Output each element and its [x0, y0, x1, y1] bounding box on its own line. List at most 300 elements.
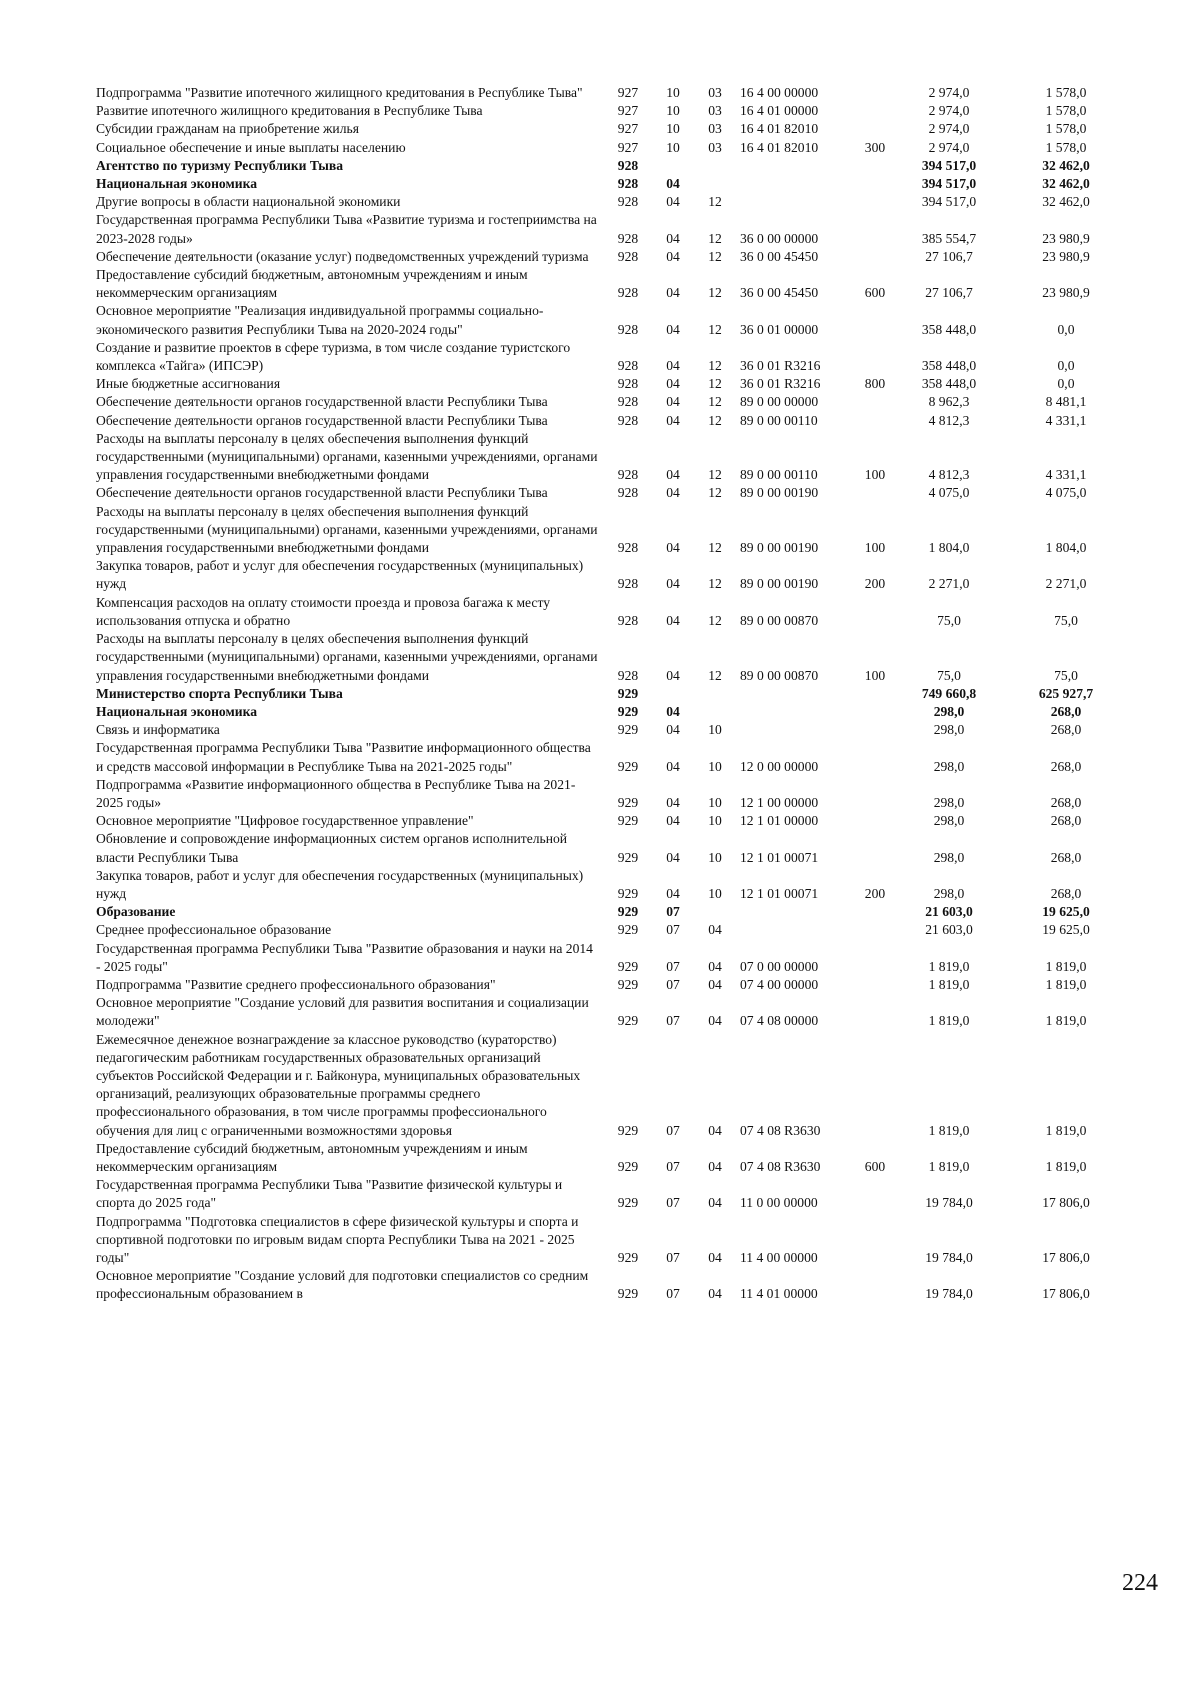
row-amount-year-2: 268,0 [1050, 849, 1082, 865]
row-amount-year-2: 1 819,0 [1045, 976, 1087, 992]
row-target-article: 89 0 00 00190 [740, 540, 819, 556]
row-expense-type: 200 [864, 885, 886, 901]
row-subsection-code: 03 [708, 103, 722, 119]
row-target-article: 12 1 01 00000 [740, 813, 819, 829]
row-target-article [736, 903, 848, 921]
row-name: Ежемесячное денежное вознаграждение за классное руководство (кураторство) педагогическим работникам государственных образовательных организаций субъектов Российской Федерации и г. Байконура, муниципальных образовательных организаций, реализующих образовательные программы среднего профессионального образования, в том числе программы профессионального обучения для лиц с ограниченными возможностями здоровья [96, 1031, 581, 1138]
row-ministry-code: 929 [617, 794, 639, 810]
row-name: Предоставление субсидий бюджетным, автономным учреждениям и иным некоммерческим организациям [96, 267, 528, 301]
table-row [96, 248, 1136, 266]
row-name: Подпрограмма «Развитие информационного общества в Республике Тыва на 2021-2025 годы» [96, 776, 576, 810]
row-subsection-code [694, 175, 736, 193]
row-subsection-code: 12 [708, 285, 722, 301]
row-section-code: 07 [666, 904, 680, 920]
row-target-article: 07 4 08 R3630 [740, 1158, 821, 1174]
table-row [96, 430, 1136, 485]
row-expense-type [848, 812, 902, 830]
row-ministry-code: 929 [617, 958, 639, 974]
row-amount-year-2: 1 578,0 [1045, 85, 1087, 100]
row-section-code: 04 [666, 849, 680, 865]
row-ministry-code: 928 [617, 394, 639, 410]
row-target-article: 16 4 01 82010 [740, 121, 819, 137]
row-target-article: 12 1 01 00071 [740, 849, 819, 865]
row-section-code: 04 [666, 412, 680, 428]
row-target-article [736, 175, 848, 193]
row-ministry-code: 928 [617, 176, 639, 192]
row-expense-type: 200 [864, 576, 886, 592]
row-amount-year-2: 17 806,0 [1042, 1286, 1090, 1302]
row-amount-year-1: 2 974,0 [928, 85, 970, 100]
table-row [96, 339, 1136, 375]
row-amount-year-1: 19 784,0 [925, 1250, 973, 1265]
table-row [96, 685, 1136, 703]
row-amount-year-1: 298,0 [933, 794, 965, 810]
table-row [96, 302, 1136, 338]
row-subsection-code: 10 [708, 813, 722, 829]
table-row [96, 175, 1136, 193]
row-ministry-code: 929 [617, 813, 639, 829]
row-amount-year-1: 2 271,0 [928, 576, 970, 592]
table-row [96, 139, 1136, 157]
row-expense-type [848, 1031, 902, 1140]
row-target-article [736, 703, 848, 721]
row-subsection-code: 04 [708, 1286, 722, 1302]
row-target-article: 89 0 00 00870 [740, 667, 819, 683]
row-name: Обеспечение деятельности органов государственной власти Республики Тыва [96, 394, 548, 410]
page-number: 224 [1122, 1570, 1158, 1596]
row-ministry-code: 928 [617, 230, 639, 246]
row-section-code [652, 685, 694, 703]
row-ministry-code: 929 [617, 685, 639, 701]
row-name: Расходы на выплаты персоналу в целях обеспечения выполнения функций государственными (муниципальными) органами, казенными учреждениями, органами управления государственными внебюджетными фондами [96, 430, 598, 483]
table-row [96, 266, 1136, 302]
budget-table-body [96, 84, 1136, 1304]
row-amount-year-2: 23 980,9 [1042, 230, 1090, 246]
row-amount-year-2: 1 819,0 [1045, 958, 1087, 974]
row-target-article: 16 4 00 00000 [740, 85, 819, 100]
row-section-code: 04 [666, 703, 680, 719]
table-row [96, 157, 1136, 175]
row-expense-type: 100 [864, 667, 886, 683]
row-subsection-code: 12 [708, 394, 722, 410]
row-ministry-code: 928 [617, 157, 639, 173]
row-target-article: 89 0 00 00000 [740, 394, 819, 410]
row-target-article: 89 0 00 00190 [740, 576, 819, 592]
row-target-article [736, 721, 848, 739]
row-subsection-code [694, 157, 736, 175]
row-amount-year-1: 1 819,0 [928, 1013, 970, 1029]
row-target-article: 16 4 01 00000 [740, 103, 819, 119]
row-section-code: 04 [666, 612, 680, 628]
row-amount-year-1: 385 554,7 [921, 230, 977, 246]
row-subsection-code: 04 [708, 922, 722, 938]
row-subsection-code: 12 [708, 540, 722, 556]
row-amount-year-1: 21 603,0 [925, 922, 973, 938]
row-section-code: 04 [666, 230, 680, 246]
row-name: Основное мероприятие "Создание условий для развития воспитания и социализации молодежи" [96, 995, 589, 1029]
row-amount-year-1: 358 448,0 [921, 321, 977, 337]
row-expense-type [848, 302, 902, 338]
row-expense-type: 300 [864, 139, 886, 155]
row-name: Подпрограмма "Развитие ипотечного жилищного кредитования в Республике Тыва" [96, 85, 583, 100]
row-amount-year-1: 1 819,0 [928, 1122, 970, 1138]
row-amount-year-2: 1 578,0 [1045, 103, 1087, 119]
row-section-code: 04 [666, 885, 680, 901]
table-row [96, 830, 1136, 866]
table-row [96, 921, 1136, 939]
row-expense-type [848, 84, 902, 102]
row-subsection-code: 04 [708, 976, 722, 992]
row-amount-year-2: 75,0 [1054, 612, 1078, 628]
row-subsection-code: 04 [708, 1122, 722, 1138]
row-name: Предоставление субсидий бюджетным, автономным учреждениям и иным некоммерческим организациям [96, 1140, 528, 1174]
row-name: Обеспечение деятельности органов государственной власти Республики Тыва [96, 412, 548, 428]
row-expense-type [848, 776, 902, 812]
row-amount-year-1: 358 448,0 [921, 376, 977, 392]
row-ministry-code: 928 [617, 358, 639, 374]
row-amount-year-1: 1 804,0 [928, 540, 970, 556]
row-amount-year-1: 394 517,0 [921, 176, 977, 192]
row-ministry-code: 929 [617, 922, 639, 938]
row-section-code: 04 [666, 667, 680, 683]
row-amount-year-2: 1 804,0 [1045, 540, 1087, 556]
row-ministry-code: 928 [617, 576, 639, 592]
row-subsection-code: 12 [708, 667, 722, 683]
row-expense-type [848, 1213, 902, 1268]
row-target-article: 12 1 01 00071 [740, 885, 819, 901]
row-expense-type [848, 940, 902, 976]
row-amount-year-1: 27 106,7 [925, 285, 973, 301]
row-subsection-code: 12 [708, 376, 722, 392]
row-amount-year-2: 0,0 [1057, 321, 1075, 337]
row-amount-year-1: 298,0 [933, 813, 965, 829]
row-name: Закупка товаров, работ и услуг для обеспечения государственных (муниципальных) нужд [96, 558, 584, 592]
row-target-article: 11 0 00 00000 [740, 1195, 818, 1211]
row-name: Национальная экономика [96, 176, 257, 192]
row-section-code [652, 157, 694, 175]
row-ministry-code: 928 [617, 194, 639, 210]
row-target-article: 11 4 00 00000 [740, 1250, 818, 1265]
row-expense-type [848, 1267, 902, 1303]
row-ministry-code: 929 [617, 758, 639, 774]
table-row [96, 193, 1136, 211]
row-subsection-code: 12 [708, 321, 722, 337]
row-ministry-code: 928 [617, 540, 639, 556]
row-subsection-code: 10 [708, 758, 722, 774]
row-ministry-code: 929 [617, 1195, 639, 1211]
row-target-article: 07 4 08 R3630 [740, 1122, 821, 1138]
row-name: Государственная программа Республики Тыва "Развитие образования и науки на 2014 - 2025 годы" [96, 940, 593, 974]
row-section-code: 10 [666, 103, 680, 119]
row-amount-year-2: 0,0 [1057, 358, 1075, 374]
table-row [96, 594, 1136, 630]
row-amount-year-2: 1 819,0 [1045, 1158, 1087, 1174]
row-target-article [736, 685, 848, 703]
table-row [96, 739, 1136, 775]
row-expense-type [848, 994, 902, 1030]
row-name: Обеспечение деятельности (оказание услуг) подведомственных учреждений туризма [96, 248, 589, 264]
row-section-code: 04 [666, 321, 680, 337]
row-expense-type [848, 594, 902, 630]
row-ministry-code: 927 [617, 139, 639, 155]
row-amount-year-1: 1 819,0 [928, 976, 970, 992]
row-ministry-code: 928 [617, 485, 639, 501]
row-amount-year-2: 4 075,0 [1045, 485, 1087, 501]
row-section-code: 10 [666, 85, 680, 100]
row-amount-year-2: 75,0 [1054, 667, 1078, 683]
row-target-article: 36 0 00 00000 [740, 230, 819, 246]
row-amount-year-1: 1 819,0 [928, 958, 970, 974]
table-row [96, 721, 1136, 739]
row-amount-year-2: 4 331,1 [1045, 412, 1087, 428]
row-ministry-code: 929 [617, 1122, 639, 1138]
row-subsection-code: 10 [708, 722, 722, 738]
row-ministry-code: 929 [617, 1250, 639, 1265]
row-amount-year-1: 298,0 [933, 849, 965, 865]
row-section-code: 04 [666, 248, 680, 264]
row-ministry-code: 928 [617, 412, 639, 428]
row-amount-year-2: 19 625,0 [1042, 904, 1090, 920]
row-target-article: 07 4 08 00000 [740, 1013, 819, 1029]
row-subsection-code: 10 [708, 885, 722, 901]
table-row [96, 940, 1136, 976]
row-target-article [736, 193, 848, 211]
table-row [96, 375, 1136, 393]
row-amount-year-2: 268,0 [1050, 703, 1082, 719]
row-target-article: 89 0 00 00190 [740, 485, 819, 501]
row-name: Закупка товаров, работ и услуг для обеспечения государственных (муниципальных) нужд [96, 867, 584, 901]
row-amount-year-1: 21 603,0 [925, 904, 973, 920]
row-expense-type: 100 [864, 467, 886, 483]
row-amount-year-2: 32 462,0 [1042, 194, 1090, 210]
row-section-code: 04 [666, 176, 680, 192]
table-row [96, 976, 1136, 994]
row-ministry-code: 927 [617, 85, 639, 100]
row-subsection-code: 04 [708, 1158, 722, 1174]
row-amount-year-1: 394 517,0 [921, 194, 977, 210]
row-name: Подпрограмма "Развитие среднего профессионального образования" [96, 976, 496, 992]
row-target-article: 36 0 01 R3216 [740, 358, 821, 374]
row-section-code: 04 [666, 194, 680, 210]
row-amount-year-2: 8 481,1 [1045, 394, 1087, 410]
row-amount-year-1: 298,0 [933, 722, 965, 738]
table-row [96, 557, 1136, 593]
row-target-article: 89 0 00 00110 [740, 412, 818, 428]
row-subsection-code: 12 [708, 612, 722, 628]
row-name: Развитие ипотечного жилищного кредитования в Республике Тыва [96, 103, 483, 119]
row-target-article: 89 0 00 00110 [740, 467, 818, 483]
row-subsection-code: 04 [708, 1013, 722, 1029]
row-name: Компенсация расходов на оплату стоимости проезда и провоза багажа к месту использования отпуска и обратно [96, 594, 551, 628]
row-expense-type [848, 393, 902, 411]
row-expense-type [848, 248, 902, 266]
row-name: Национальная экономика [96, 703, 257, 719]
row-name: Социальное обеспечение и иные выплаты населению [96, 139, 406, 155]
row-target-article: 12 1 00 00000 [740, 794, 819, 810]
row-subsection-code: 03 [708, 139, 722, 155]
row-amount-year-2: 2 271,0 [1045, 576, 1087, 592]
row-amount-year-2: 268,0 [1050, 758, 1082, 774]
table-row [96, 84, 1136, 102]
row-expense-type [848, 830, 902, 866]
table-row [96, 703, 1136, 721]
row-ministry-code: 927 [617, 121, 639, 137]
row-subsection-code: 12 [708, 412, 722, 428]
table-row [96, 484, 1136, 502]
row-amount-year-2: 268,0 [1050, 722, 1082, 738]
budget-table [96, 84, 1136, 1304]
row-target-article [736, 157, 848, 175]
row-section-code: 04 [666, 394, 680, 410]
row-name: Государственная программа Республики Тыва «Развитие туризма и гостеприимства на 2023-2028 годы» [96, 212, 597, 246]
row-ministry-code: 929 [617, 885, 639, 901]
row-ministry-code: 928 [617, 467, 639, 483]
row-section-code: 04 [666, 758, 680, 774]
row-amount-year-1: 2 974,0 [928, 139, 970, 155]
row-amount-year-2: 1 578,0 [1045, 139, 1087, 155]
row-section-code: 07 [666, 976, 680, 992]
row-name: Агентство по туризму Республики Тыва [96, 157, 344, 173]
row-ministry-code: 928 [617, 285, 639, 301]
row-subsection-code: 03 [708, 121, 722, 137]
row-amount-year-2: 32 462,0 [1042, 176, 1090, 192]
row-amount-year-2: 1 578,0 [1045, 121, 1087, 137]
row-section-code: 10 [666, 121, 680, 137]
table-row [96, 1176, 1136, 1212]
row-target-article: 12 0 00 00000 [740, 758, 819, 774]
row-ministry-code: 928 [617, 612, 639, 628]
row-target-article: 11 4 01 00000 [740, 1286, 818, 1302]
row-target-article: 36 0 00 45450 [740, 285, 819, 301]
row-section-code: 04 [666, 794, 680, 810]
row-amount-year-2: 0,0 [1057, 376, 1075, 392]
row-amount-year-2: 17 806,0 [1042, 1195, 1090, 1211]
row-expense-type [848, 703, 902, 721]
table-row [96, 776, 1136, 812]
row-amount-year-2: 1 819,0 [1045, 1122, 1087, 1138]
row-subsection-code: 12 [708, 194, 722, 210]
row-name: Обновление и сопровождение информационных систем органов исполнительной власти Республики Тыва [96, 831, 568, 865]
row-name: Образование [96, 904, 176, 920]
row-target-article: 36 0 00 45450 [740, 248, 819, 264]
table-row [96, 211, 1136, 247]
row-ministry-code: 928 [617, 321, 639, 337]
row-ministry-code: 929 [617, 703, 639, 719]
row-section-code: 07 [666, 958, 680, 974]
row-name: Связь и информатика [96, 722, 220, 738]
row-target-article: 89 0 00 00870 [740, 612, 819, 628]
row-section-code: 07 [666, 1195, 680, 1211]
row-target-article: 07 0 00 00000 [740, 958, 819, 974]
row-expense-type: 600 [864, 1158, 886, 1174]
table-row [96, 1267, 1136, 1303]
row-subsection-code [694, 685, 736, 703]
row-subsection-code: 12 [708, 467, 722, 483]
row-ministry-code: 929 [617, 1158, 639, 1174]
row-amount-year-1: 75,0 [937, 667, 961, 683]
row-name: Среднее профессиональное образование [96, 922, 332, 938]
row-section-code: 04 [666, 576, 680, 592]
row-name: Субсидии гражданам на приобретение жилья [96, 121, 359, 137]
row-section-code: 04 [666, 467, 680, 483]
table-row [96, 120, 1136, 138]
row-target-article: 16 4 01 82010 [740, 139, 819, 155]
row-expense-type [848, 157, 902, 175]
row-amount-year-2: 268,0 [1050, 885, 1082, 901]
row-amount-year-1: 749 660,8 [921, 685, 977, 701]
row-subsection-code: 10 [708, 849, 722, 865]
row-expense-type [848, 412, 902, 430]
row-target-article: 07 4 00 00000 [740, 976, 819, 992]
row-subsection-code [694, 703, 736, 721]
row-section-code: 04 [666, 540, 680, 556]
table-row [96, 393, 1136, 411]
row-expense-type [848, 120, 902, 138]
row-amount-year-2: 4 331,1 [1045, 467, 1087, 483]
row-amount-year-1: 2 974,0 [928, 103, 970, 119]
row-amount-year-1: 19 784,0 [925, 1286, 973, 1302]
table-row [96, 812, 1136, 830]
row-amount-year-1: 4 075,0 [928, 485, 970, 501]
row-amount-year-2: 268,0 [1050, 794, 1082, 810]
row-name: Основное мероприятие "Реализация индивидуальной программы социально-экономического развития Республики Тыва на 2020-2024 годы" [96, 303, 544, 337]
row-amount-year-2: 268,0 [1050, 813, 1082, 829]
row-expense-type [848, 1176, 902, 1212]
row-subsection-code: 10 [708, 794, 722, 810]
table-row [96, 994, 1136, 1030]
row-ministry-code: 928 [617, 667, 639, 683]
row-target-article: 36 0 01 00000 [740, 321, 819, 337]
row-amount-year-1: 298,0 [933, 758, 965, 774]
row-expense-type [848, 721, 902, 739]
row-subsection-code: 12 [708, 358, 722, 374]
row-ministry-code: 929 [617, 904, 639, 920]
row-amount-year-1: 358 448,0 [921, 358, 977, 374]
row-ministry-code: 929 [617, 849, 639, 865]
row-target-article [736, 921, 848, 939]
row-amount-year-1: 8 962,3 [928, 394, 970, 410]
row-section-code: 04 [666, 376, 680, 392]
row-amount-year-2: 32 462,0 [1042, 157, 1090, 173]
row-amount-year-1: 2 974,0 [928, 121, 970, 137]
row-amount-year-2: 1 819,0 [1045, 1013, 1087, 1029]
row-target-article: 36 0 01 R3216 [740, 376, 821, 392]
row-expense-type: 800 [864, 376, 886, 392]
row-expense-type [848, 211, 902, 247]
row-section-code: 04 [666, 285, 680, 301]
row-name: Создание и развитие проектов в сфере туризма, в том числе создание туристского комплекса «Тайга» (ИПСЭР) [96, 339, 571, 374]
table-row [96, 503, 1136, 558]
row-expense-type: 600 [864, 285, 886, 301]
row-ministry-code: 928 [617, 376, 639, 392]
row-section-code: 04 [666, 813, 680, 829]
row-amount-year-1: 4 812,3 [928, 467, 970, 483]
table-row [96, 1031, 1136, 1140]
row-name: Расходы на выплаты персоналу в целях обеспечения выполнения функций государственными (муниципальными) органами, казенными учреждениями, органами управления государственными внебюджетными фондами [96, 631, 598, 683]
row-amount-year-2: 23 980,9 [1042, 285, 1090, 301]
table-row [96, 630, 1136, 685]
table-row [96, 412, 1136, 430]
row-expense-type [848, 484, 902, 502]
row-expense-type [848, 903, 902, 921]
table-row [96, 102, 1136, 120]
row-section-code: 07 [666, 1122, 680, 1138]
row-expense-type [848, 685, 902, 703]
row-name: Другие вопросы в области национальной экономики [96, 194, 401, 210]
row-amount-year-1: 1 819,0 [928, 1158, 970, 1174]
row-name: Государственная программа Республики Тыва "Развитие информационного общества и средств массовой информации в Республике Тыва на 2021-2025 годы" [96, 740, 591, 774]
row-section-code: 07 [666, 1286, 680, 1302]
